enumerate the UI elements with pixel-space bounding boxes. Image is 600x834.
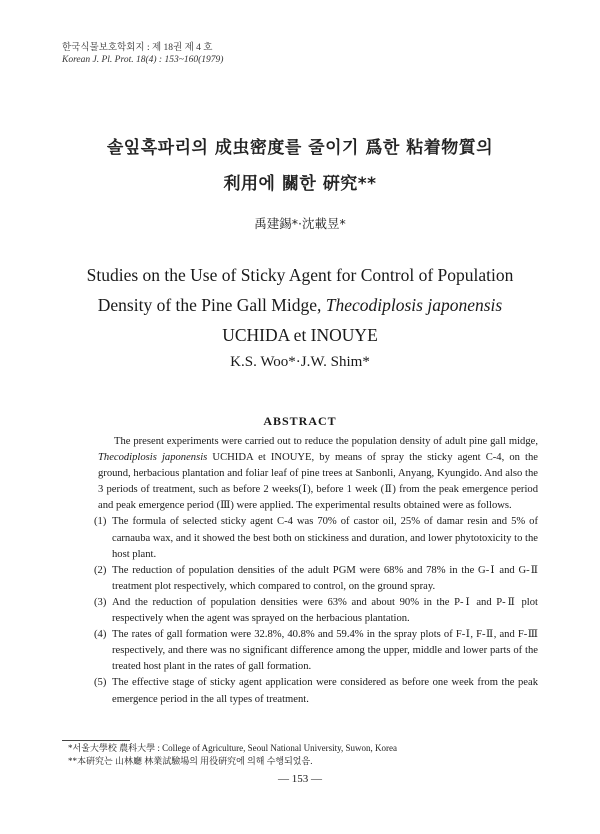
list-item-number: (4) — [94, 629, 107, 641]
abstract-intro-species: Thecodiplosis japonensis — [98, 452, 208, 464]
footnote-affiliation: *서울大學校 農科大學 : College of Agriculture, Seoul National University, Suwon, Korea — [68, 743, 398, 753]
list-item — [94, 563, 538, 595]
abstract-intro — [98, 434, 538, 514]
list-item — [94, 675, 538, 707]
english-title-line2-prefix: Density of the Pine Gall Midge, — [97, 295, 322, 315]
abstract-intro-a: The present experiments were carried out to reduce the population density of adult pine gall midge, — [114, 436, 538, 447]
journal-header — [62, 42, 223, 66]
korean-title-line2: 利用에 關한 硏究** — [223, 174, 377, 194]
journal-header-english: Korean J. Pl. Prot. 18(4) : 153~160(1979) — [62, 55, 224, 65]
abstract-intro-b: UCHIDA et INOUYE, by means of spray the sticky agent C-4, on the ground, herbacious plantation and foliar leaf of pine trees at Sanbonli, Anyang, Kyungido. And also the 3 periods of treatment, such as before 2 weeks(Ⅰ), before 1 week (Ⅱ) from the peak emergence period and peak emergence period (Ⅲ) were applied. The experimental results obtained were as follows. — [98, 452, 538, 512]
english-title — [40, 260, 560, 350]
english-title-species: Thecodiplosis japonensis — [325, 295, 503, 315]
list-item-number: (3) — [94, 596, 107, 608]
english-title-line3: UCHIDA et INOUYE — [222, 325, 378, 345]
list-item-number: (5) — [94, 677, 107, 689]
list-item — [94, 514, 538, 562]
abstract-body — [94, 434, 538, 708]
journal-header-korean: 한국식물보호학회지 : 제 18권 제 4 호 — [62, 43, 213, 53]
list-item-text: The effective stage of sticky agent application were considered as before one week from the peak emergence period in the all types of treatment. — [112, 677, 538, 705]
list-item-text: The formula of selected sticky agent C-4 was 70% of castor oil, 25% of damar resin and 5% of carnauba wax, and it showed the best both on stickiness and duration, and lower phytotoxicity to the host plant. — [112, 516, 538, 560]
abstract-results-list — [94, 514, 538, 707]
footnote-funding: **本硏究는 山林廳 林業試驗場의 用役硏究에 의해 수행되었음. — [68, 756, 313, 766]
list-item-number: (1) — [94, 516, 107, 528]
english-title-line1: Studies on the Use of Sticky Agent for Control of Population — [86, 265, 514, 285]
list-item-text: The rates of gall formation were 32.8%, 40.8% and 59.4% in the spray plots of F-Ⅰ, F-Ⅱ, and F-Ⅲ respectively, and there was no significant difference among the upper, middle and lower parts of the treated host plant in the rates of gall formation. — [112, 629, 538, 673]
korean-title-line1: 솔잎혹파리의 成虫密度를 줄이기 爲한 粘着物質의 — [106, 138, 494, 158]
korean-title — [60, 130, 540, 202]
footnotes — [68, 742, 397, 768]
list-item-text: And the reduction of population densities were 63% and about 90% in the P-Ⅰ and P-Ⅱ plot respectively when the agent was sprayed on the herbacious plantation. — [112, 596, 538, 625]
abstract-heading: ABSTRACT — [263, 414, 337, 428]
korean-authors: 禹建錫*·沈載昱* — [254, 216, 346, 231]
footnote-divider — [62, 740, 130, 741]
list-item-number: (2) — [94, 564, 107, 576]
english-authors: K.S. Woo*·J.W. Shim* — [230, 354, 370, 370]
list-item — [94, 595, 538, 627]
list-item-text: The reduction of population densities of the adult PGM were 68% and 78% in the G-Ⅰ and G-Ⅱ treatment plot respectively, which compared to control, on the ground spray. — [112, 564, 538, 592]
english-title-line2 — [40, 290, 560, 320]
page-number: — 153 — — [278, 773, 322, 785]
list-item — [94, 627, 538, 675]
